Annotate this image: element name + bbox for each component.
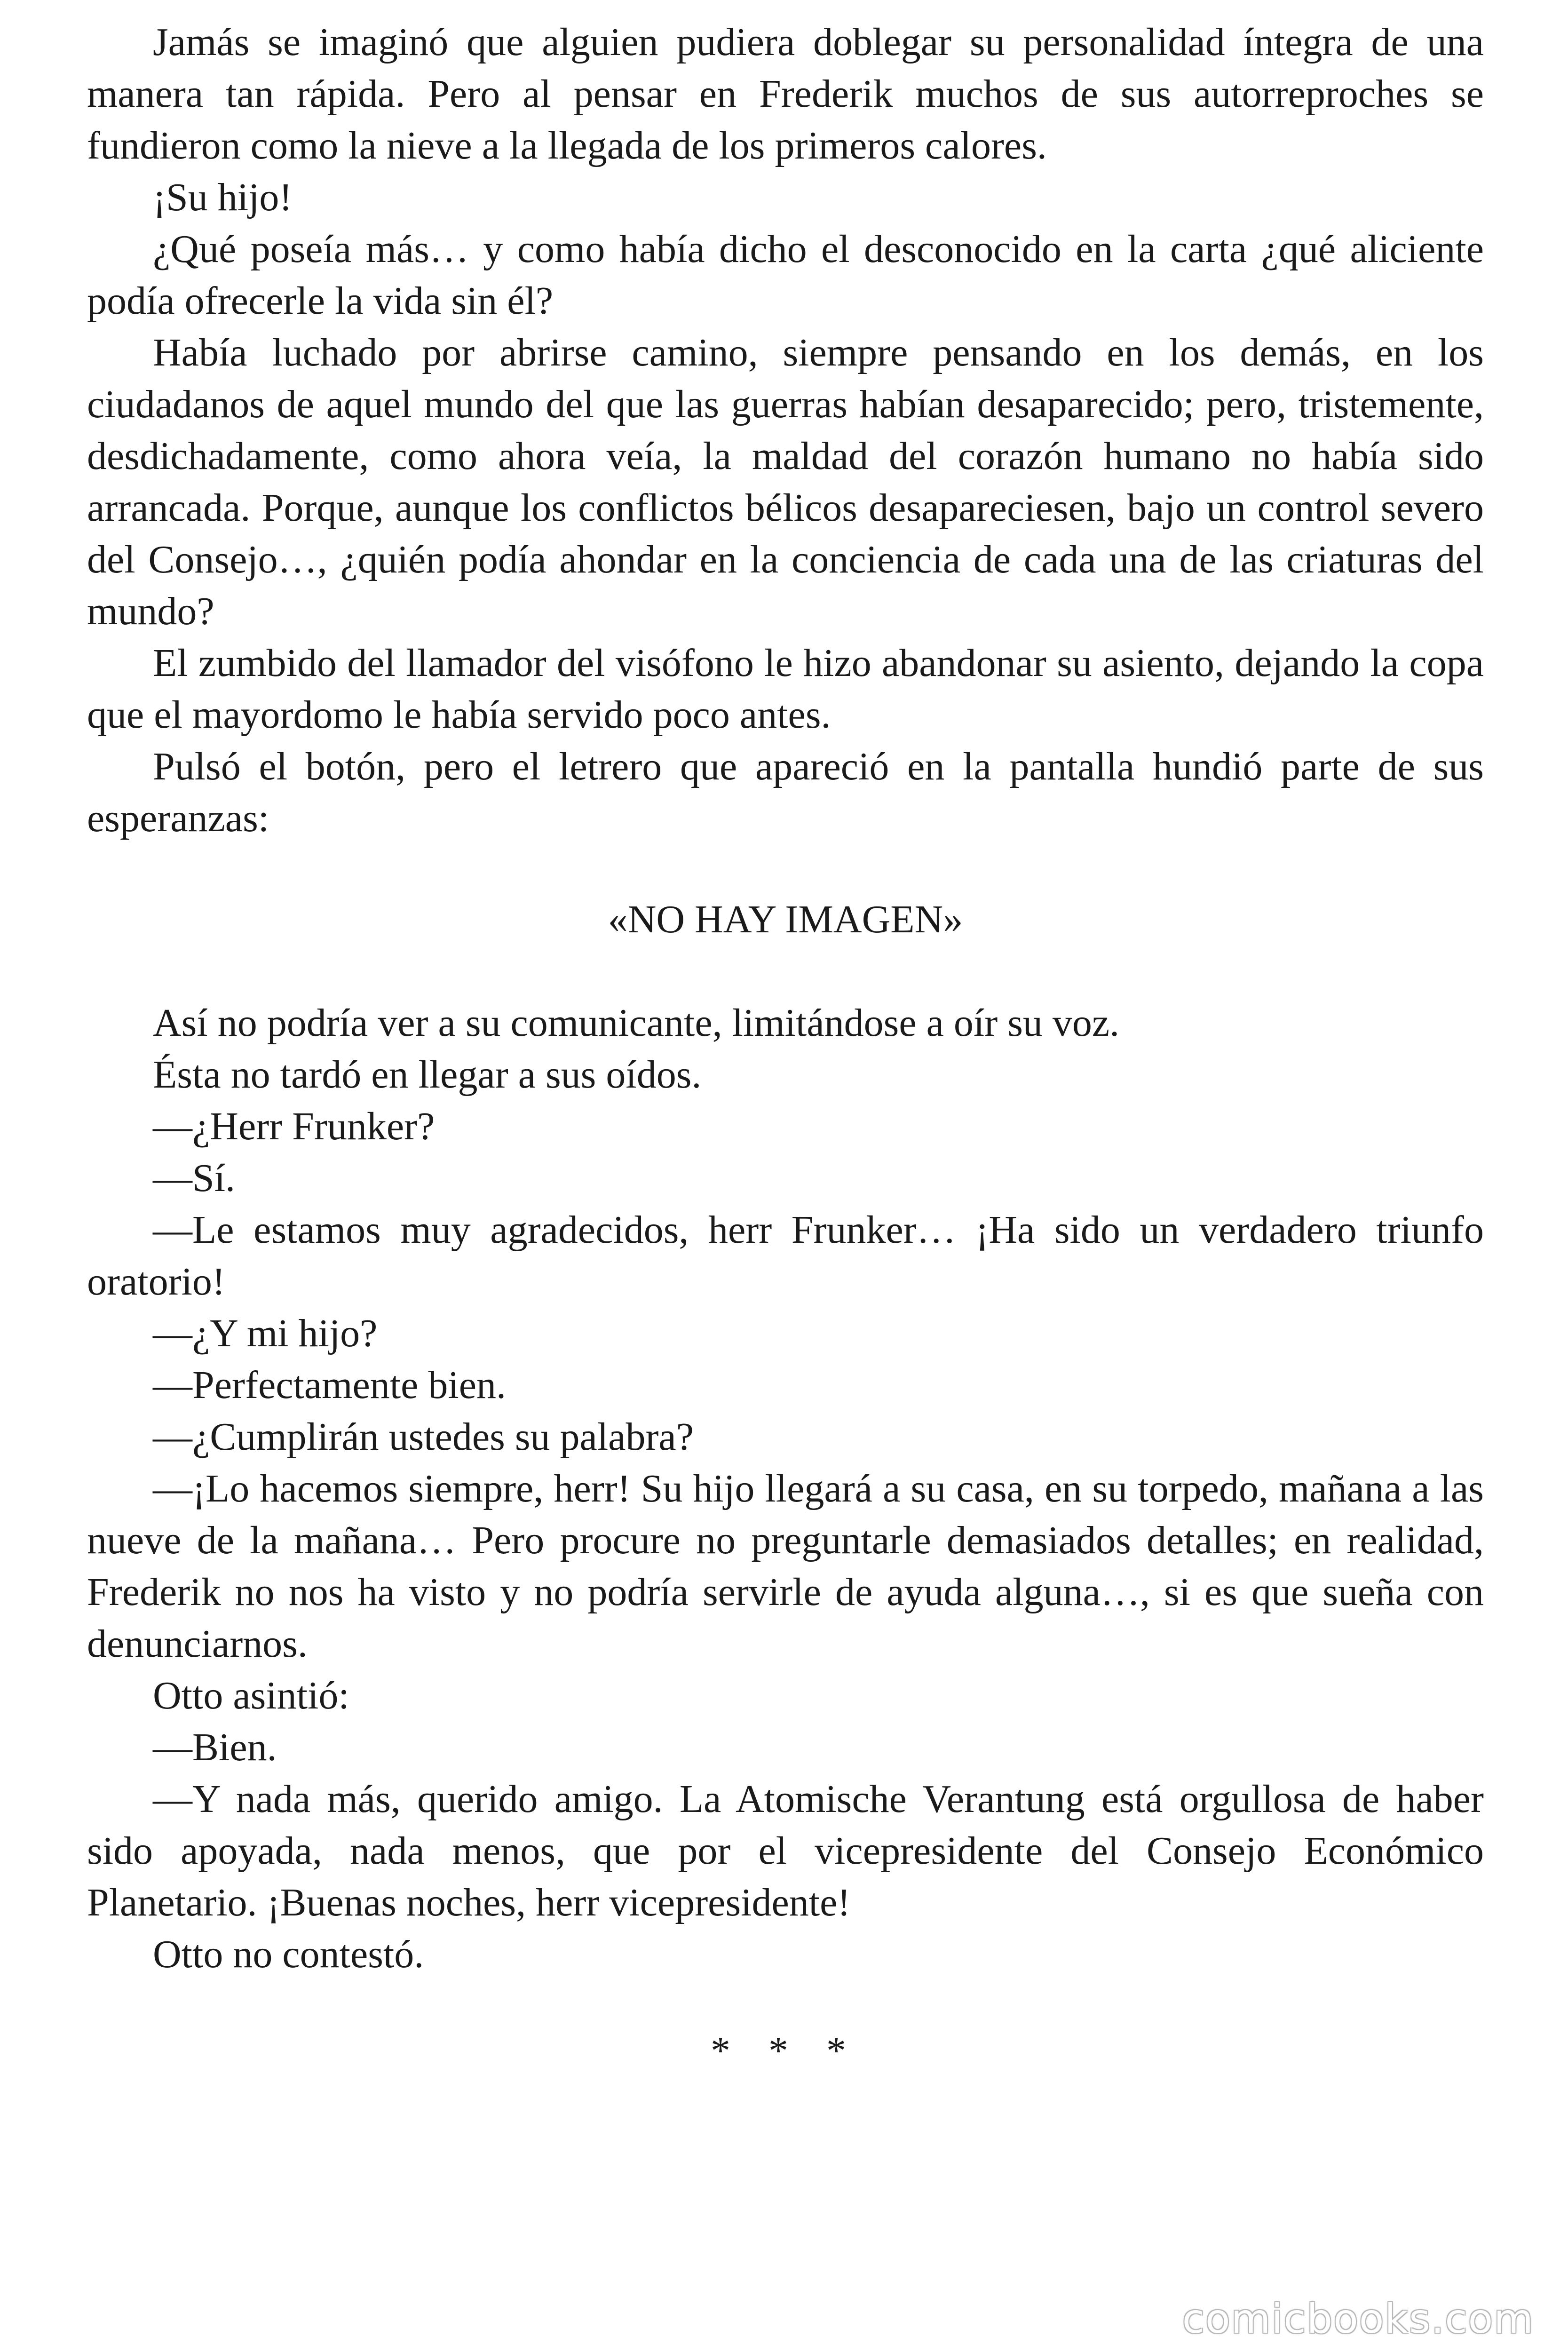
paragraph-4: Había luchado por abrirse camino, siempre pensando en los demás, en los ciudadanos de aquel mundo del que las guerras habían desaparecido; pero, tristemente, desdichadamente, como ahora veía, la maldad del corazón humano no había sido arrancada. Porque, aunque los conflictos bélicos desapareciesen, bajo un control severo del Consejo…, ¿quién podía ahondar en la conciencia de cada una de las criaturas del mundo? bbox=[87, 331, 1484, 633]
paragraph-1: Jamás se imaginó que alguien pudiera doblegar su personalidad íntegra de una manera tan rápida. Pero al pensar en Frederik muchos de sus autorreproches se fundieron como la nieve a la llegada de los primeros calores. bbox=[87, 20, 1484, 167]
scene-break: * * * bbox=[711, 2029, 860, 2073]
paragraph-10: Otto no contestó. bbox=[153, 1932, 424, 1976]
dialogue-line-5: —Perfectamente bien. bbox=[153, 1363, 506, 1407]
paragraph-2: ¡Su hijo! bbox=[153, 175, 293, 219]
paragraph-3: ¿Qué poseía más… y como había dicho el desconocido en la carta ¿qué aliciente podía ofrecerle la vida sin él? bbox=[87, 227, 1484, 323]
book-page bbox=[87, 16, 1484, 2116]
dialogue-line-9: —Y nada más, querido amigo. La Atomische Verantung está orgullosa de haber sido apoyada, nada menos, que por el vicepresidente del Consejo Económico Planetario. ¡Buenas noches, herr vicepresidente! bbox=[87, 1777, 1484, 1924]
dialogue-line-8: —Bien. bbox=[153, 1725, 277, 1769]
dialogue-line-4: —¿Y mi hijo? bbox=[153, 1311, 378, 1355]
dialogue-line-3: —Le estamos muy agradecidos, herr Frunker… ¡Ha sido un verdadero triunfo oratorio! bbox=[87, 1208, 1484, 1303]
paragraph-9: Otto asintió: bbox=[153, 1674, 349, 1717]
dialogue-line-6: —¿Cumplirán ustedes su palabra? bbox=[153, 1415, 694, 1459]
screen-message: «NO HAY IMAGEN» bbox=[608, 898, 963, 941]
paragraph-8: Ésta no tardó en llegar a sus oídos. bbox=[153, 1053, 702, 1097]
dialogue-line-7: —¡Lo hacemos siempre, herr! Su hijo llegará a su casa, en su torpedo, mañana a las nueve de la mañana… Pero procure no preguntarle demasiados detalles; en realidad, Frederik no nos ha visto y no podría servirle de ayuda alguna…, si es que sueña con denunciarnos. bbox=[87, 1467, 1484, 1666]
dialogue-line-1: —¿Herr Frunker? bbox=[153, 1104, 435, 1148]
dialogue-line-2: —Sí. bbox=[153, 1156, 236, 1200]
paragraph-7: Así no podría ver a su comunicante, limitándose a oír su voz. bbox=[153, 1001, 1120, 1045]
paragraph-5: El zumbido del llamador del visófono le hizo abandonar su asiento, dejando la copa que el mayordomo le había servido poco antes. bbox=[87, 641, 1484, 737]
watermark: comicbooks.com bbox=[1182, 2296, 1534, 2343]
paragraph-6: Pulsó el botón, pero el letrero que apareció en la pantalla hundió parte de sus esperanzas: bbox=[87, 745, 1484, 840]
